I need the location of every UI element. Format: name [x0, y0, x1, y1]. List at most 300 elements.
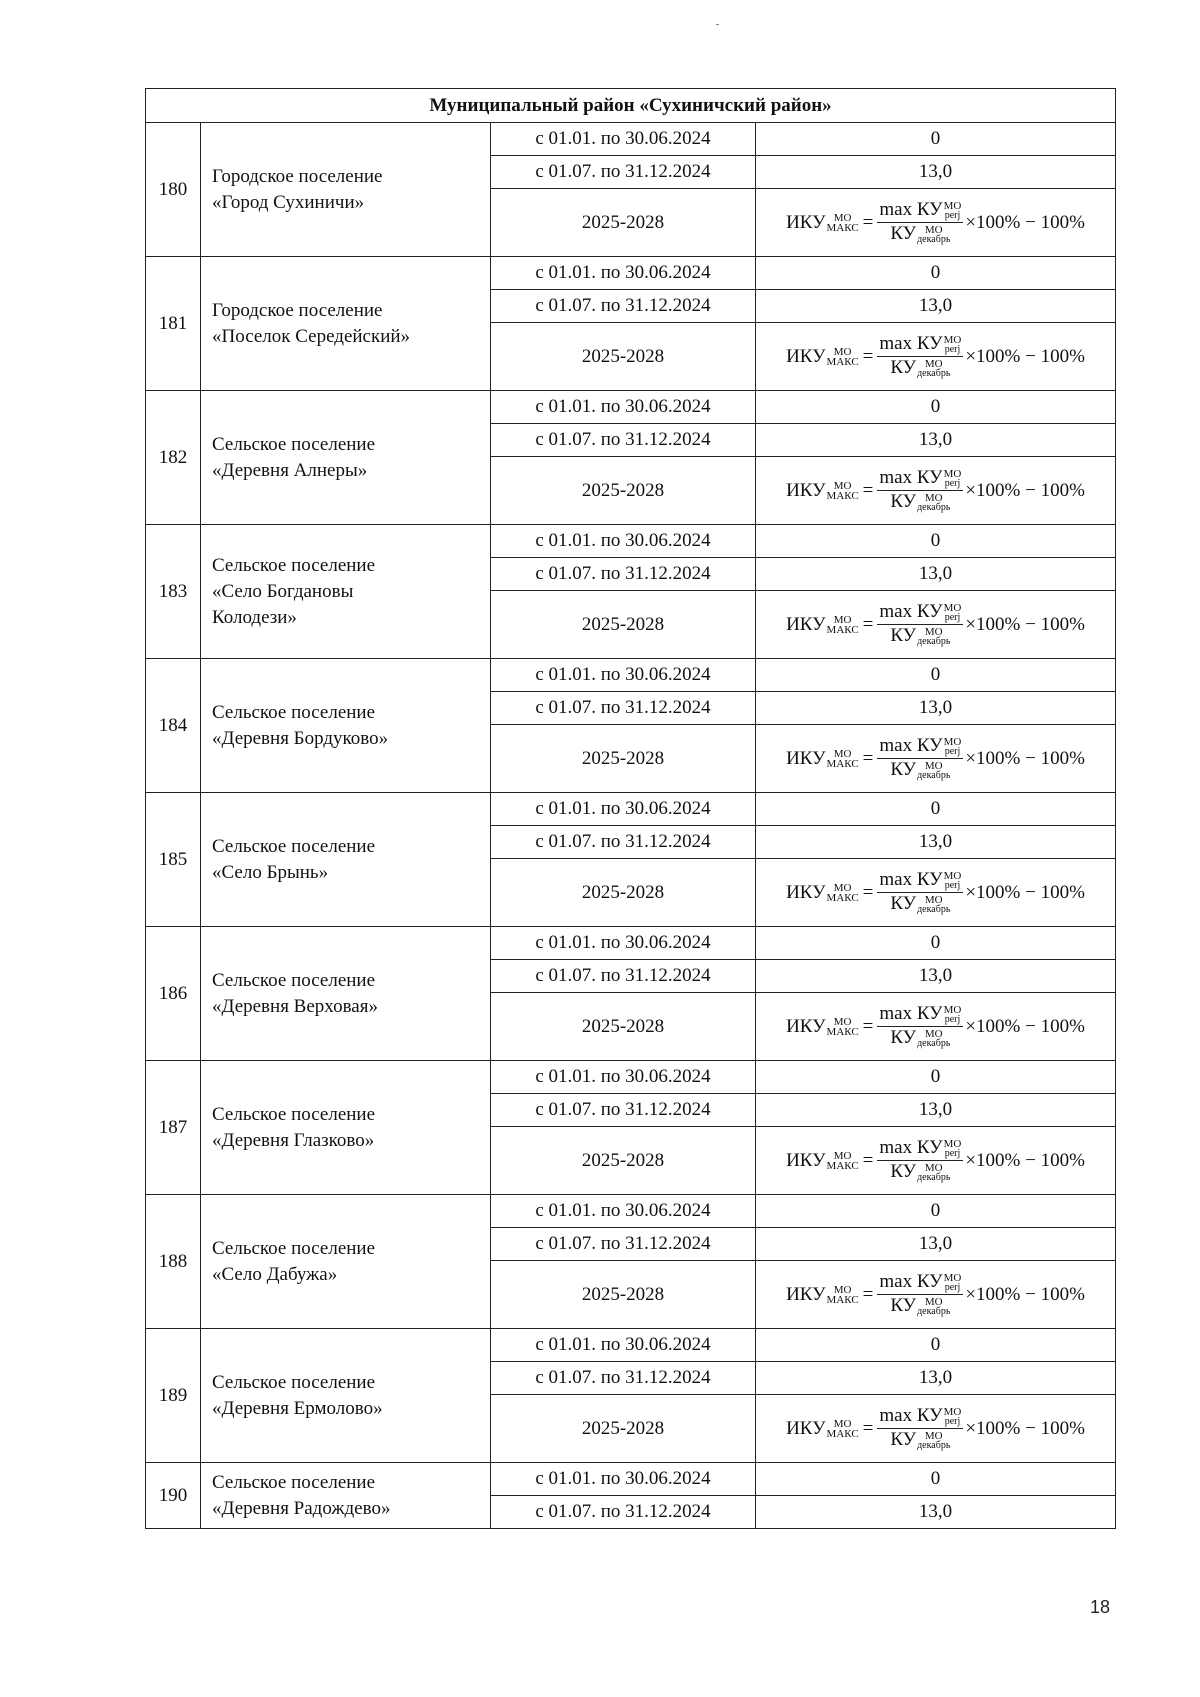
formula-num-sub: perj	[944, 612, 961, 623]
formula-den-sub: декабрь	[917, 367, 951, 379]
formula	[786, 200, 1085, 244]
formula-lhs: ИКУ	[786, 1015, 826, 1037]
formula-lhs-indices	[827, 1151, 859, 1171]
formula-lhs: ИКУ	[786, 747, 826, 769]
formula-num-text: max КУ	[879, 1003, 943, 1025]
formula-numerator	[877, 870, 963, 893]
formula-fraction	[877, 200, 963, 244]
row-number: 180	[146, 123, 201, 257]
settlement-name-line: «Село Брынь»	[212, 861, 329, 883]
formula-den-text: КУ	[890, 1295, 917, 1316]
formula-num-sup: МО	[943, 200, 962, 212]
formula-numerator	[877, 200, 963, 223]
formula-lhs-sup: МО	[833, 345, 852, 358]
formula-fraction	[877, 736, 963, 780]
formula-fraction	[877, 602, 963, 646]
formula-cell	[756, 457, 1116, 525]
formula-den-sup: МО	[924, 759, 943, 772]
formula-num-sub: perj	[944, 1148, 961, 1159]
formula-lhs-sup: МО	[833, 1417, 852, 1430]
period-first-half: с 01.01. по 30.06.2024	[491, 1195, 756, 1228]
settlement-name-line: Сельское поселение	[212, 701, 376, 723]
formula-den-text: КУ	[890, 491, 917, 512]
value-first-half: 0	[756, 1329, 1116, 1362]
formula-num-sub: perj	[944, 746, 961, 757]
period-first-half: с 01.01. по 30.06.2024	[491, 123, 756, 156]
formula	[786, 468, 1085, 512]
table-row	[146, 1463, 1116, 1496]
period-second-half: с 01.07. по 31.12.2024	[491, 1496, 756, 1529]
formula-equals: =	[862, 747, 874, 769]
value-second-half: 13,0	[756, 960, 1116, 993]
settlement-name-line: «Деревня Ермолово»	[212, 1397, 383, 1419]
formula-den-indices	[917, 225, 950, 245]
settlement-name-line: Сельское поселение	[212, 835, 376, 857]
formula-lhs: ИКУ	[786, 1417, 826, 1439]
settlement-name-line: «Деревня Алнеры»	[212, 459, 368, 481]
formula-num-indices	[944, 1407, 962, 1427]
formula-den-indices	[917, 1029, 950, 1049]
formula-lhs: ИКУ	[786, 211, 826, 233]
tariff-table	[145, 88, 1116, 1529]
table-row	[146, 391, 1116, 424]
formula-lhs: ИКУ	[786, 881, 826, 903]
formula-denominator	[890, 1161, 950, 1183]
formula-cell	[756, 1127, 1116, 1195]
formula-lhs-sup: МО	[833, 211, 852, 224]
settlement-name-line: Городское поселение	[212, 165, 383, 187]
row-number: 186	[146, 927, 201, 1061]
formula-equals: =	[862, 881, 874, 903]
value-second-half: 13,0	[756, 156, 1116, 189]
formula-tail: ×100% − 100%	[965, 881, 1085, 903]
period-second-half: с 01.07. по 31.12.2024	[491, 826, 756, 859]
settlement-name	[201, 793, 491, 927]
formula-den-sub: декабрь	[917, 1305, 951, 1317]
formula-denominator	[890, 625, 950, 647]
formula-den-sup: МО	[924, 357, 943, 370]
settlement-name-line: Городское поселение	[212, 299, 383, 321]
settlement-name-line: «Село Богдановы	[212, 580, 354, 602]
formula-numerator	[877, 736, 963, 759]
formula-num-sub: perj	[944, 478, 961, 489]
value-second-half: 13,0	[756, 424, 1116, 457]
formula-tail: ×100% − 100%	[965, 613, 1085, 635]
formula	[786, 736, 1085, 780]
formula	[786, 602, 1085, 646]
formula-num-sub: perj	[944, 1282, 961, 1293]
value-second-half: 13,0	[756, 290, 1116, 323]
formula-den-sup: МО	[924, 1295, 943, 1308]
formula-fraction	[877, 870, 963, 914]
formula-num-indices	[944, 1273, 962, 1293]
period-years: 2025-2028	[491, 323, 756, 391]
formula-tail: ×100% − 100%	[965, 747, 1085, 769]
formula-den-sub: декабрь	[917, 501, 951, 513]
formula-lhs-indices	[827, 347, 859, 367]
settlement-name-line: Сельское поселение	[212, 554, 376, 576]
period-second-half: с 01.07. по 31.12.2024	[491, 558, 756, 591]
formula-equals: =	[862, 345, 874, 367]
formula-den-indices	[917, 895, 950, 915]
settlement-name-line: Сельское поселение	[212, 1371, 376, 1393]
page-number: 18	[1090, 1597, 1111, 1617]
period-first-half: с 01.01. по 30.06.2024	[491, 525, 756, 558]
settlement-name	[201, 1061, 491, 1195]
row-number: 190	[146, 1463, 201, 1529]
formula-den-sub: декабрь	[917, 233, 951, 245]
formula-num-indices	[944, 335, 962, 355]
formula-fraction	[877, 1138, 963, 1182]
formula-numerator	[877, 602, 963, 625]
formula-lhs-sub: МАКС	[826, 221, 859, 234]
value-second-half: 13,0	[756, 1362, 1116, 1395]
row-number: 183	[146, 525, 201, 659]
formula-num-sub: perj	[944, 1014, 961, 1025]
formula-lhs-sub: МАКС	[826, 891, 859, 904]
formula	[786, 1406, 1085, 1450]
formula-cell	[756, 1261, 1116, 1329]
formula-cell	[756, 189, 1116, 257]
formula-equals: =	[862, 479, 874, 501]
formula-lhs: ИКУ	[786, 345, 826, 367]
formula-den-indices	[917, 1431, 950, 1451]
value-first-half: 0	[756, 391, 1116, 424]
settlement-name	[201, 257, 491, 391]
formula-num-sup: МО	[943, 1406, 962, 1418]
period-second-half: с 01.07. по 31.12.2024	[491, 692, 756, 725]
value-second-half: 13,0	[756, 1094, 1116, 1127]
formula-equals: =	[862, 1015, 874, 1037]
formula-lhs-indices	[827, 615, 859, 635]
formula-den-text: КУ	[890, 1429, 917, 1450]
formula-lhs-sub: МАКС	[826, 1025, 859, 1038]
formula-lhs: ИКУ	[786, 479, 826, 501]
formula-den-sup: МО	[924, 1027, 943, 1040]
formula-lhs-sup: МО	[833, 1149, 852, 1162]
settlement-name-line: «Деревня Верховая»	[212, 995, 378, 1017]
row-number: 188	[146, 1195, 201, 1329]
table-row	[146, 1329, 1116, 1362]
settlement-name	[201, 927, 491, 1061]
period-years: 2025-2028	[491, 1261, 756, 1329]
formula-lhs-indices	[827, 1285, 859, 1305]
formula-den-indices	[917, 493, 950, 513]
formula-denominator	[890, 491, 950, 513]
row-number: 182	[146, 391, 201, 525]
formula-num-indices	[944, 871, 962, 891]
formula-num-text: max КУ	[879, 1271, 943, 1293]
formula-fraction	[877, 1004, 963, 1048]
formula-num-sub: perj	[944, 344, 961, 355]
value-first-half: 0	[756, 525, 1116, 558]
formula-numerator	[877, 468, 963, 491]
formula-cell	[756, 1395, 1116, 1463]
period-first-half: с 01.01. по 30.06.2024	[491, 391, 756, 424]
formula-fraction	[877, 334, 963, 378]
formula-lhs-sup: МО	[833, 1283, 852, 1296]
settlement-name	[201, 659, 491, 793]
formula-lhs-sup: МО	[833, 881, 852, 894]
formula-num-sup: МО	[943, 736, 962, 748]
formula-tail: ×100% − 100%	[965, 345, 1085, 367]
formula-lhs-sub: МАКС	[826, 623, 859, 636]
formula-num-sub: perj	[944, 1416, 961, 1427]
formula-tail: ×100% − 100%	[965, 1417, 1085, 1439]
period-first-half: с 01.01. по 30.06.2024	[491, 1061, 756, 1094]
period-years: 2025-2028	[491, 1395, 756, 1463]
settlement-name-line: «Деревня Радождево»	[212, 1497, 391, 1519]
formula-den-indices	[917, 1163, 950, 1183]
formula-numerator	[877, 1406, 963, 1429]
formula-tail: ×100% − 100%	[965, 1149, 1085, 1171]
formula-den-sup: МО	[924, 625, 943, 638]
period-second-half: с 01.07. по 31.12.2024	[491, 1228, 756, 1261]
formula-den-text: КУ	[890, 357, 917, 378]
formula-cell	[756, 859, 1116, 927]
settlement-name-line: «Деревня Бордуково»	[212, 727, 389, 749]
formula-den-indices	[917, 761, 950, 781]
settlement-name-line: Сельское поселение	[212, 1237, 376, 1259]
settlement-name-line: «Город Сухиничи»	[212, 191, 365, 213]
period-first-half: с 01.01. по 30.06.2024	[491, 257, 756, 290]
formula-lhs-sub: МАКС	[826, 1293, 859, 1306]
row-number: 185	[146, 793, 201, 927]
period-second-half: с 01.07. по 31.12.2024	[491, 156, 756, 189]
period-first-half: с 01.01. по 30.06.2024	[491, 927, 756, 960]
formula-num-indices	[944, 737, 962, 757]
formula	[786, 1004, 1085, 1048]
settlement-name	[201, 525, 491, 659]
formula-num-sup: МО	[943, 1138, 962, 1150]
formula-den-indices	[917, 359, 950, 379]
formula-den-indices	[917, 627, 950, 647]
settlement-name	[201, 123, 491, 257]
formula-fraction	[877, 1272, 963, 1316]
period-second-half: с 01.07. по 31.12.2024	[491, 290, 756, 323]
formula-equals: =	[862, 1417, 874, 1439]
formula-den-sup: МО	[924, 1429, 943, 1442]
formula-lhs-indices	[827, 481, 859, 501]
formula-equals: =	[862, 211, 874, 233]
formula-lhs-sup: МО	[833, 1015, 852, 1028]
formula-num-text: max КУ	[879, 199, 943, 221]
formula-lhs-sub: МАКС	[826, 757, 859, 770]
formula-lhs: ИКУ	[786, 1283, 826, 1305]
period-years: 2025-2028	[491, 591, 756, 659]
table-header-row	[146, 89, 1116, 123]
period-years: 2025-2028	[491, 859, 756, 927]
formula-den-sub: декабрь	[917, 1439, 951, 1451]
settlement-name-line: Сельское поселение	[212, 969, 376, 991]
value-second-half: 13,0	[756, 826, 1116, 859]
table-row	[146, 123, 1116, 156]
formula-lhs-sup: МО	[833, 613, 852, 626]
settlement-name-line: «Деревня Глазково»	[212, 1129, 375, 1151]
formula-den-text: КУ	[890, 759, 917, 780]
formula-num-text: max КУ	[879, 467, 943, 489]
formula-cell	[756, 591, 1116, 659]
formula-den-text: КУ	[890, 625, 917, 646]
formula-denominator	[890, 1027, 950, 1049]
formula-num-sup: МО	[943, 1272, 962, 1284]
period-second-half: с 01.07. по 31.12.2024	[491, 1094, 756, 1127]
table-row	[146, 525, 1116, 558]
value-first-half: 0	[756, 123, 1116, 156]
formula-cell	[756, 323, 1116, 391]
value-first-half: 0	[756, 1195, 1116, 1228]
formula-num-sup: МО	[943, 602, 962, 614]
table-row	[146, 1061, 1116, 1094]
settlement-name	[201, 1329, 491, 1463]
period-years: 2025-2028	[491, 457, 756, 525]
formula-den-sup: МО	[924, 491, 943, 504]
formula-den-sub: декабрь	[917, 1037, 951, 1049]
formula-equals: =	[862, 613, 874, 635]
formula-lhs-sub: МАКС	[826, 489, 859, 502]
value-second-half: 13,0	[756, 558, 1116, 591]
value-first-half: 0	[756, 257, 1116, 290]
period-first-half: с 01.01. по 30.06.2024	[491, 1463, 756, 1496]
formula-num-text: max КУ	[879, 1137, 943, 1159]
formula-den-indices	[917, 1297, 950, 1317]
formula	[786, 334, 1085, 378]
table-row	[146, 659, 1116, 692]
formula-den-sup: МО	[924, 1161, 943, 1174]
district-title: Муниципальный район «Сухиничский район»	[146, 89, 1116, 123]
formula-denominator	[890, 1429, 950, 1451]
formula-denominator	[890, 1295, 950, 1317]
formula-num-indices	[944, 603, 962, 623]
value-first-half: 0	[756, 793, 1116, 826]
period-first-half: с 01.01. по 30.06.2024	[491, 793, 756, 826]
settlement-name-line: Сельское поселение	[212, 1103, 376, 1125]
value-first-half: 0	[756, 927, 1116, 960]
formula-denominator	[890, 893, 950, 915]
formula-num-text: max КУ	[879, 1405, 943, 1427]
formula-den-sub: декабрь	[917, 903, 951, 915]
table-row	[146, 257, 1116, 290]
formula-den-sub: декабрь	[917, 769, 951, 781]
formula	[786, 1138, 1085, 1182]
value-first-half: 0	[756, 1463, 1116, 1496]
formula-num-text: max КУ	[879, 601, 943, 623]
formula-num-sup: МО	[943, 468, 962, 480]
formula-cell	[756, 725, 1116, 793]
formula-equals: =	[862, 1283, 874, 1305]
formula-num-indices	[944, 1005, 962, 1025]
formula-num-sub: perj	[944, 880, 961, 891]
formula-num-sup: МО	[943, 870, 962, 882]
formula-numerator	[877, 334, 963, 357]
settlement-name-line: «Село Дабужа»	[212, 1263, 338, 1285]
formula-den-text: КУ	[890, 223, 917, 244]
formula-den-sup: МО	[924, 223, 943, 236]
row-number: 187	[146, 1061, 201, 1195]
formula-lhs-indices	[827, 1017, 859, 1037]
formula-denominator	[890, 223, 950, 245]
period-years: 2025-2028	[491, 725, 756, 793]
formula-lhs-sub: МАКС	[826, 355, 859, 368]
scan-mark	[716, 24, 719, 25]
formula-num-text: max КУ	[879, 735, 943, 757]
formula-den-sup: МО	[924, 893, 943, 906]
period-second-half: с 01.07. по 31.12.2024	[491, 424, 756, 457]
period-second-half: с 01.07. по 31.12.2024	[491, 1362, 756, 1395]
table-row	[146, 927, 1116, 960]
formula	[786, 1272, 1085, 1316]
formula-tail: ×100% − 100%	[965, 211, 1085, 233]
settlement-name-line: «Поселок Середейский»	[212, 325, 411, 347]
formula-tail: ×100% − 100%	[965, 1283, 1085, 1305]
settlement-name-line: Сельское поселение	[212, 1471, 376, 1493]
formula	[786, 870, 1085, 914]
formula-lhs-sup: МО	[833, 479, 852, 492]
formula-lhs: ИКУ	[786, 613, 826, 635]
settlement-name-line: Сельское поселение	[212, 433, 376, 455]
formula-den-sub: декабрь	[917, 635, 951, 647]
formula-fraction	[877, 468, 963, 512]
formula-equals: =	[862, 1149, 874, 1171]
value-second-half: 13,0	[756, 1496, 1116, 1529]
formula-lhs-sub: МАКС	[826, 1427, 859, 1440]
settlement-name	[201, 391, 491, 525]
value-first-half: 0	[756, 659, 1116, 692]
formula-den-text: КУ	[890, 1027, 917, 1048]
period-second-half: с 01.07. по 31.12.2024	[491, 960, 756, 993]
formula-lhs: ИКУ	[786, 1149, 826, 1171]
formula-num-indices	[944, 1139, 962, 1159]
formula-den-text: КУ	[890, 893, 917, 914]
formula-lhs-sup: МО	[833, 747, 852, 760]
period-years: 2025-2028	[491, 993, 756, 1061]
formula-tail: ×100% − 100%	[965, 1015, 1085, 1037]
formula-lhs-indices	[827, 883, 859, 903]
row-number: 184	[146, 659, 201, 793]
period-first-half: с 01.01. по 30.06.2024	[491, 1329, 756, 1362]
row-number: 189	[146, 1329, 201, 1463]
formula-denominator	[890, 357, 950, 379]
formula-numerator	[877, 1004, 963, 1027]
formula-num-indices	[944, 469, 962, 489]
value-first-half: 0	[756, 1061, 1116, 1094]
formula-num-text: max КУ	[879, 333, 943, 355]
formula-lhs-indices	[827, 1419, 859, 1439]
table-row	[146, 793, 1116, 826]
settlement-name	[201, 1195, 491, 1329]
formula-num-sup: МО	[943, 1004, 962, 1016]
formula-fraction	[877, 1406, 963, 1450]
value-second-half: 13,0	[756, 692, 1116, 725]
formula-denominator	[890, 759, 950, 781]
formula-num-sup: МО	[943, 334, 962, 346]
formula-lhs-indices	[827, 213, 859, 233]
formula-lhs-indices	[827, 749, 859, 769]
formula-num-indices	[944, 201, 962, 221]
settlement-name-line: Колодези»	[212, 606, 297, 628]
row-number: 181	[146, 257, 201, 391]
formula-den-sub: декабрь	[917, 1171, 951, 1183]
formula-num-text: max КУ	[879, 869, 943, 891]
value-second-half: 13,0	[756, 1228, 1116, 1261]
formula-numerator	[877, 1272, 963, 1295]
table-row	[146, 1195, 1116, 1228]
settlement-name	[201, 1463, 491, 1529]
formula-num-sub: perj	[944, 210, 961, 221]
period-first-half: с 01.01. по 30.06.2024	[491, 659, 756, 692]
formula-tail: ×100% − 100%	[965, 479, 1085, 501]
formula-den-text: КУ	[890, 1161, 917, 1182]
